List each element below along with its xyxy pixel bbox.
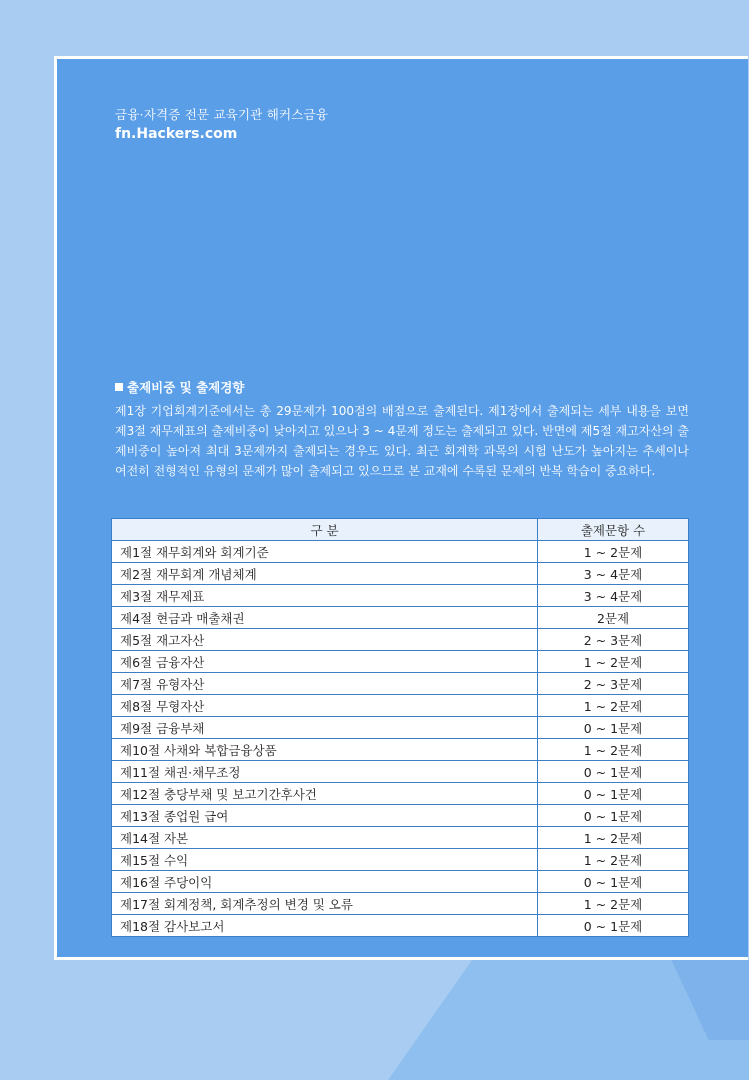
- row-section-name: 제7절 유형자산: [112, 673, 538, 695]
- intro-paragraph: 제1장 기업회계기준에서는 총 29문제가 100점의 배점으로 출제된다. 제1장에서 출제되는 세부 내용을 보면 제3절 재무제표의 출제비중이 낮아지고 있으나 3 ~ 4문제 정도는 출제되고 있다. 반면에 제5절 재고자산의 출제비중이 높아져 최대 3문제까지 출제되는 경우도 있다. 최근 회계학 과목의 시험 난도가 높아지는 추세이나 여전히 전형적인 유형의 문제가 많이 출제되고 있으므로 본 교재에 수록된 문제의 반복 학습이 중요하다.: [115, 404, 689, 478]
- row-question-count: 0 ~ 1문제: [538, 717, 689, 739]
- section-title-text: 출제비중 및 출제경향: [127, 380, 245, 395]
- table-row: [112, 673, 689, 695]
- row-question-count: 1 ~ 2문제: [538, 893, 689, 915]
- row-question-count: 1 ~ 2문제: [538, 651, 689, 673]
- table-row: [112, 893, 689, 915]
- header-count: 출제문항 수: [538, 519, 689, 541]
- row-question-count: 1 ~ 2문제: [538, 849, 689, 871]
- header-category: 구 분: [112, 519, 538, 541]
- row-section-name: 제8절 무형자산: [112, 695, 538, 717]
- row-question-count: 0 ~ 1문제: [538, 783, 689, 805]
- table-row: [112, 651, 689, 673]
- table-body: [112, 541, 689, 937]
- row-question-count: 1 ~ 2문제: [538, 695, 689, 717]
- row-section-name: 제6절 금융자산: [112, 651, 538, 673]
- content-panel: [54, 56, 748, 960]
- row-section-name: 제16절 주당이익: [112, 871, 538, 893]
- row-section-name: 제12절 충당부채 및 보고기간후사건: [112, 783, 538, 805]
- row-section-name: 제9절 금융부채: [112, 717, 538, 739]
- row-question-count: 0 ~ 1문제: [538, 761, 689, 783]
- row-section-name: 제11절 채권·채무조정: [112, 761, 538, 783]
- table-row: [112, 827, 689, 849]
- table-row: [112, 695, 689, 717]
- row-section-name: 제1절 재무회계와 회계기준: [112, 541, 538, 563]
- row-section-name: 제2절 재무회계 개념체계: [112, 563, 538, 585]
- row-question-count: 0 ~ 1문제: [538, 871, 689, 893]
- table-row: [112, 607, 689, 629]
- row-section-name: 제3절 재무제표: [112, 585, 538, 607]
- row-section-name: 제10절 사채와 복합금융상품: [112, 739, 538, 761]
- table-row: [112, 783, 689, 805]
- row-section-name: 제13절 종업원 급여: [112, 805, 538, 827]
- row-question-count: 1 ~ 2문제: [538, 827, 689, 849]
- row-section-name: 제18절 감사보고서: [112, 915, 538, 937]
- table-row: [112, 717, 689, 739]
- org-name: 금융·자격증 전문 교육기관 해커스금융: [115, 107, 329, 122]
- table-row: [112, 849, 689, 871]
- table-row: [112, 805, 689, 827]
- table-row: [112, 915, 689, 937]
- row-question-count: 1 ~ 2문제: [538, 739, 689, 761]
- section-title: [115, 378, 244, 396]
- row-question-count: 1 ~ 2문제: [538, 541, 689, 563]
- table-row: [112, 761, 689, 783]
- row-question-count: 2 ~ 3문제: [538, 629, 689, 651]
- row-section-name: 제17절 회계정책, 회계추정의 변경 및 오류: [112, 893, 538, 915]
- table-row: [112, 871, 689, 893]
- table-row: [112, 541, 689, 563]
- table-row: [112, 629, 689, 651]
- table-header-row: [112, 519, 689, 541]
- row-section-name: 제5절 재고자산: [112, 629, 538, 651]
- square-bullet-icon: [115, 383, 123, 391]
- row-question-count: 3 ~ 4문제: [538, 563, 689, 585]
- exam-distribution-table: [111, 518, 689, 937]
- table-row: [112, 585, 689, 607]
- row-section-name: 제15절 수익: [112, 849, 538, 871]
- row-question-count: 0 ~ 1문제: [538, 915, 689, 937]
- row-question-count: 0 ~ 1문제: [538, 805, 689, 827]
- site-url: fn.Hackers.com: [115, 126, 238, 142]
- table-row: [112, 739, 689, 761]
- row-question-count: 3 ~ 4문제: [538, 585, 689, 607]
- row-question-count: 2 ~ 3문제: [538, 673, 689, 695]
- row-question-count: 2문제: [538, 607, 689, 629]
- table-row: [112, 563, 689, 585]
- row-section-name: 제14절 자본: [112, 827, 538, 849]
- row-section-name: 제4절 현금과 매출채권: [112, 607, 538, 629]
